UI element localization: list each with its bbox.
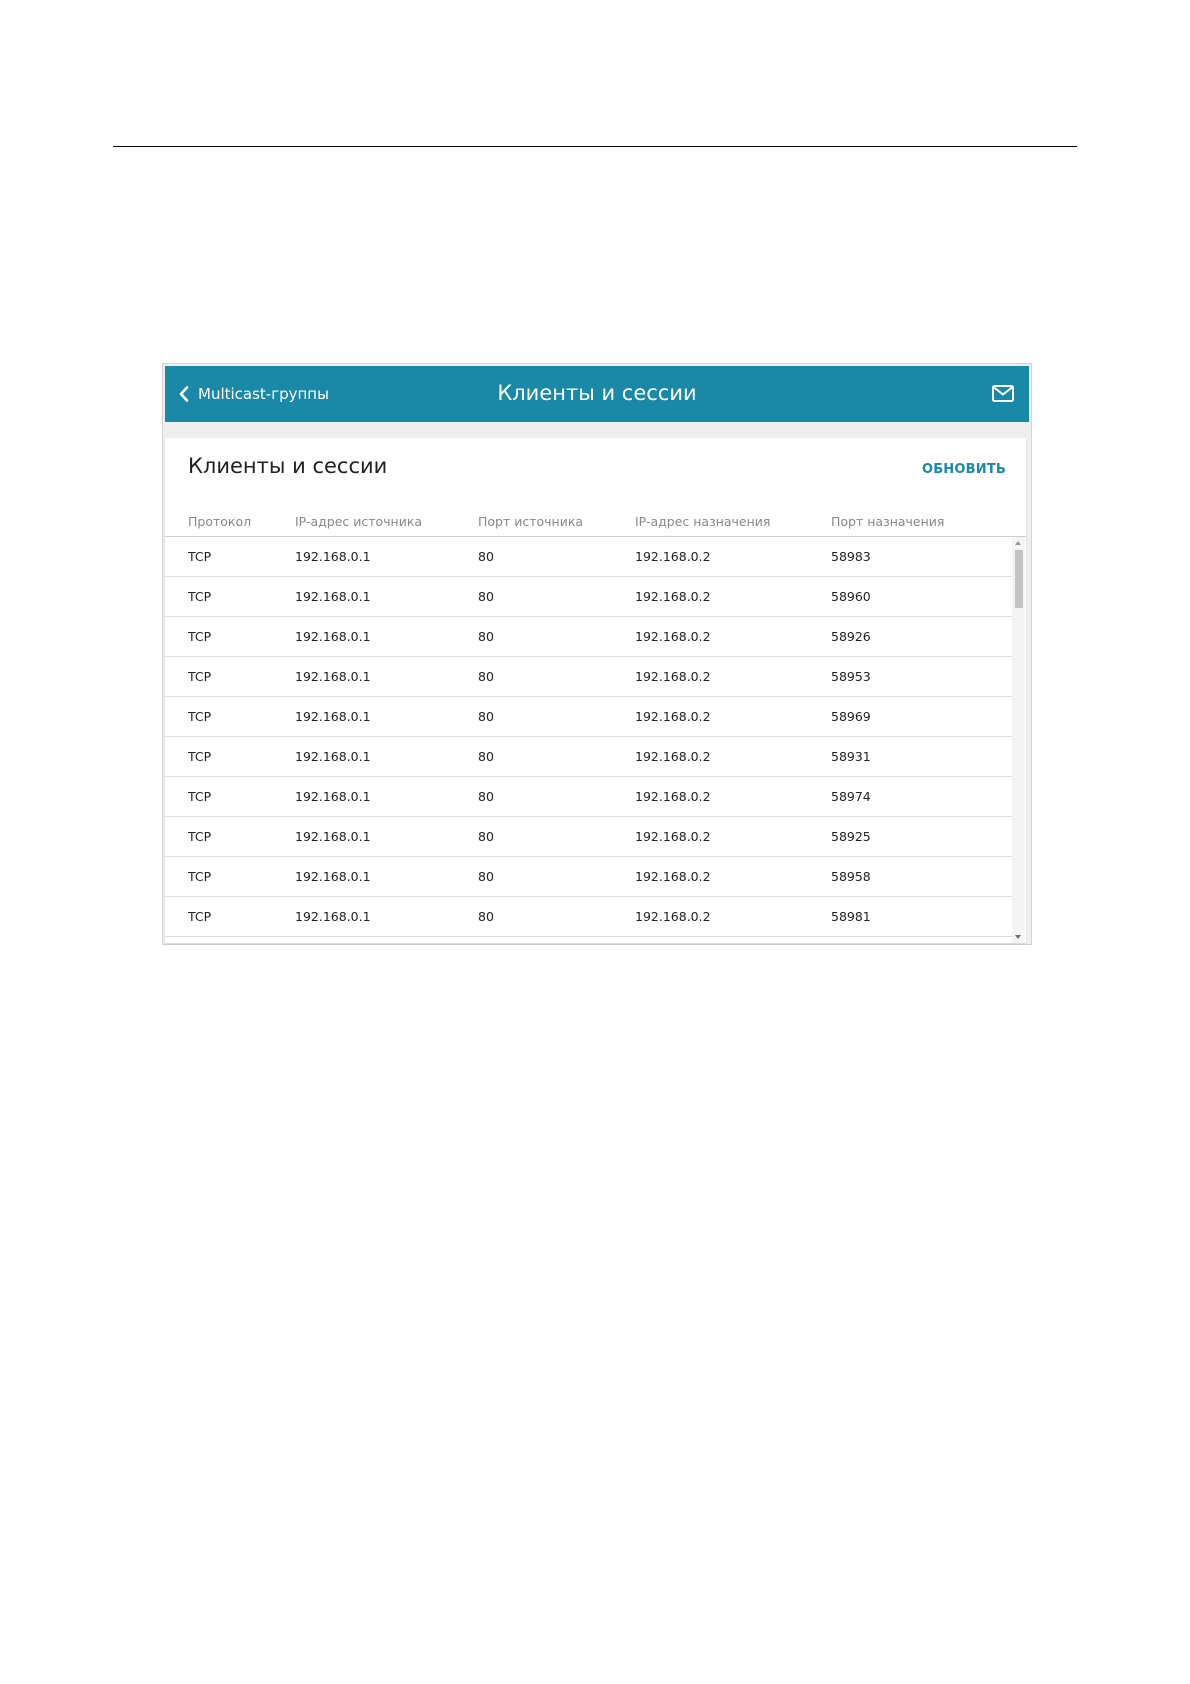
column-header-protocol: Протокол bbox=[188, 514, 252, 529]
cell-source-ip: 192.168.0.1 bbox=[295, 669, 371, 684]
cell-destination-ip: 192.168.0.2 bbox=[635, 669, 711, 684]
page-title: Клиенты и сессии bbox=[497, 381, 697, 405]
cell-source-port: 80 bbox=[478, 869, 494, 884]
table-header bbox=[165, 510, 1026, 537]
cell-source-port: 80 bbox=[478, 709, 494, 724]
cell-protocol: TCP bbox=[188, 829, 212, 844]
cell-destination-ip: 192.168.0.2 bbox=[635, 549, 711, 564]
column-header-source-ip: IP-адрес источника bbox=[295, 514, 423, 529]
cell-destination-port: 58925 bbox=[831, 829, 871, 844]
cell-source-ip: 192.168.0.1 bbox=[295, 909, 371, 924]
column-header-destination-port: Порт назначения bbox=[831, 514, 945, 529]
cell-protocol: TCP bbox=[188, 549, 212, 564]
table-row[interactable] bbox=[165, 577, 1012, 617]
scroll-thumb[interactable] bbox=[1015, 550, 1023, 608]
cell-protocol: TCP bbox=[188, 749, 212, 764]
cell-source-port: 80 bbox=[478, 549, 494, 564]
table-row[interactable] bbox=[165, 657, 1012, 697]
table-row[interactable] bbox=[165, 857, 1012, 897]
cell-source-ip: 192.168.0.1 bbox=[295, 589, 371, 604]
scroll-up-arrow-icon[interactable] bbox=[1015, 541, 1021, 545]
cell-destination-port: 58969 bbox=[831, 709, 871, 724]
cell-source-ip: 192.168.0.1 bbox=[295, 709, 371, 724]
cell-destination-ip: 192.168.0.2 bbox=[635, 789, 711, 804]
cell-protocol: TCP bbox=[188, 789, 212, 804]
cell-protocol: TCP bbox=[188, 909, 212, 924]
screenshot-frame bbox=[162, 363, 1032, 945]
page-header-rule bbox=[113, 146, 1077, 147]
cell-destination-port: 58981 bbox=[831, 909, 871, 924]
cell-destination-ip: 192.168.0.2 bbox=[635, 749, 711, 764]
cell-protocol: TCP bbox=[188, 669, 212, 684]
cell-source-ip: 192.168.0.1 bbox=[295, 749, 371, 764]
table-row[interactable] bbox=[165, 697, 1012, 737]
cell-source-ip: 192.168.0.1 bbox=[295, 789, 371, 804]
cell-source-port: 80 bbox=[478, 749, 494, 764]
notifications-button[interactable] bbox=[991, 383, 1015, 405]
refresh-button[interactable]: ОБНОВИТЬ bbox=[921, 462, 1006, 477]
cell-destination-ip: 192.168.0.2 bbox=[635, 869, 711, 884]
column-header-source-port: Порт источника bbox=[478, 514, 584, 529]
cell-source-port: 80 bbox=[478, 589, 494, 604]
table-row[interactable] bbox=[165, 617, 1012, 657]
table-row[interactable] bbox=[165, 817, 1012, 857]
cell-destination-ip: 192.168.0.2 bbox=[635, 629, 711, 644]
table-scrollbar[interactable] bbox=[1012, 537, 1025, 943]
back-link-label: Multicast-группы bbox=[198, 385, 329, 403]
cell-source-port: 80 bbox=[478, 669, 494, 684]
cell-source-port: 80 bbox=[478, 829, 494, 844]
table-body bbox=[165, 537, 1012, 943]
cell-destination-port: 58960 bbox=[831, 589, 871, 604]
cell-source-ip: 192.168.0.1 bbox=[295, 869, 371, 884]
cell-source-ip: 192.168.0.1 bbox=[295, 549, 371, 564]
cell-source-ip: 192.168.0.1 bbox=[295, 629, 371, 644]
cell-source-ip: 192.168.0.1 bbox=[295, 829, 371, 844]
cell-destination-ip: 192.168.0.2 bbox=[635, 589, 711, 604]
cell-source-port: 80 bbox=[478, 629, 494, 644]
table-row[interactable] bbox=[165, 737, 1012, 777]
app-bar bbox=[165, 366, 1029, 422]
cell-destination-port: 58926 bbox=[831, 629, 871, 644]
chevron-left-icon bbox=[179, 386, 189, 402]
cell-destination-ip: 192.168.0.2 bbox=[635, 709, 711, 724]
cell-destination-port: 58958 bbox=[831, 869, 871, 884]
cell-protocol: TCP bbox=[188, 589, 212, 604]
cell-destination-port: 58931 bbox=[831, 749, 871, 764]
cell-destination-port: 58983 bbox=[831, 549, 871, 564]
sessions-card bbox=[165, 438, 1026, 943]
cell-protocol: TCP bbox=[188, 629, 212, 644]
card-title: Клиенты и сессии bbox=[188, 454, 388, 478]
scroll-down-arrow-icon[interactable] bbox=[1015, 935, 1021, 939]
table-row[interactable] bbox=[165, 897, 1012, 937]
cell-protocol: TCP bbox=[188, 869, 212, 884]
cell-source-port: 80 bbox=[478, 789, 494, 804]
cell-destination-port: 58953 bbox=[831, 669, 871, 684]
mail-icon bbox=[991, 390, 1015, 409]
table-row[interactable] bbox=[165, 777, 1012, 817]
cell-protocol: TCP bbox=[188, 709, 212, 724]
cell-destination-ip: 192.168.0.2 bbox=[635, 909, 711, 924]
back-link[interactable] bbox=[179, 366, 329, 422]
cell-destination-port: 58974 bbox=[831, 789, 871, 804]
table-row[interactable] bbox=[165, 537, 1012, 577]
cell-destination-ip: 192.168.0.2 bbox=[635, 829, 711, 844]
column-header-destination-ip: IP-адрес назначения bbox=[635, 514, 771, 529]
cell-source-port: 80 bbox=[478, 909, 494, 924]
